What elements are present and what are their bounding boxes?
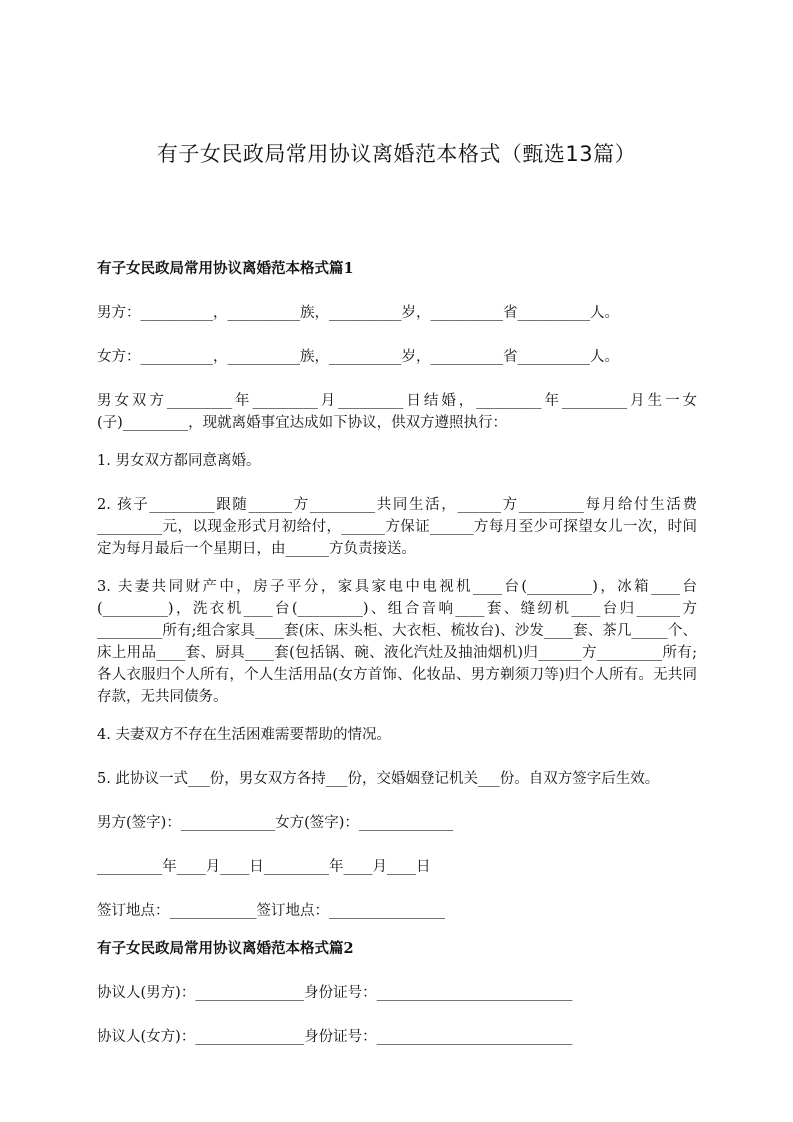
paragraph-marriage-info: 男女双方_________年_________月_________日结婚，_________年_________月生一女(子)_________，现就离婚事宜达成如下协议，供双方遵照执行： — [97, 393, 697, 431]
paragraph-clause-4: 4. 夫妻双方不存在生活困难需要帮助的情况。 — [97, 727, 391, 743]
paragraph-party-husband: 协议人(男方)：_______________身份证号：___________________________ — [97, 985, 573, 1001]
paragraph-signatures: 男方(签字)：_____________女方(签字)：_____________ — [97, 815, 454, 831]
paragraph-clause-3: 3. 夫妻共同财产中，房子平分，家具家电中电视机____台(_________)，冰箱____台(_________)，洗衣机____台(_________)、组合音响____套、缝纫机____台归______方_________所有;组合家具____套(床、床头柜、大衣柜、梳妆台)、沙发____套、茶几_____个、床上用品____套、厨具____套(包括锅、碗、液化汽灶及抽油烟机)归______方_________所有;各人衣服归个人所有，个人生活用品(女方首饰、化妆品、男方剃须刀等)归个人所有。无共同存款，无共同债务。 — [97, 579, 697, 705]
section-heading: 有子女民政局常用协议离婚范本格式篇2 — [97, 940, 354, 957]
paragraph-dates: _________年____月____日_________年____月____日 — [97, 859, 431, 875]
paragraph-clause-5: 5. 此协议一式___份，男女双方各持___份，交婚姻登记机关___份。自双方签字后生效。 — [97, 771, 660, 787]
section-heading: 有子女民政局常用协议离婚范本格式篇1 — [97, 260, 354, 277]
paragraph-wife-info: 女方：__________，__________族，__________岁，__________省__________人。 — [97, 349, 619, 365]
paragraph-party-wife: 协议人(女方)：_______________身份证号：___________________________ — [97, 1029, 573, 1045]
document-body — [97, 258, 697, 1048]
section-1 — [97, 258, 697, 922]
section-2 — [97, 938, 697, 1048]
paragraph-clause-2: 2. 孩子_________跟随______方_________共同生活，______方_________每月给付生活费_________元，以现金形式月初给付，______方保证______方每月至少可探望女儿一次，时间定为每月最后一个星期日，由______方负责接送。 — [97, 497, 697, 557]
paragraph-husband-info: 男方：__________，__________族，__________岁，__________省__________人。 — [97, 305, 619, 321]
paragraph-clause-1: 1. 男女双方都同意离婚。 — [97, 453, 261, 469]
document-title: 有子女民政局常用协议离婚范本格式（甄选13篇） — [156, 142, 637, 166]
paragraph-signing-place: 签订地点：____________签订地点：________________ — [97, 903, 445, 919]
